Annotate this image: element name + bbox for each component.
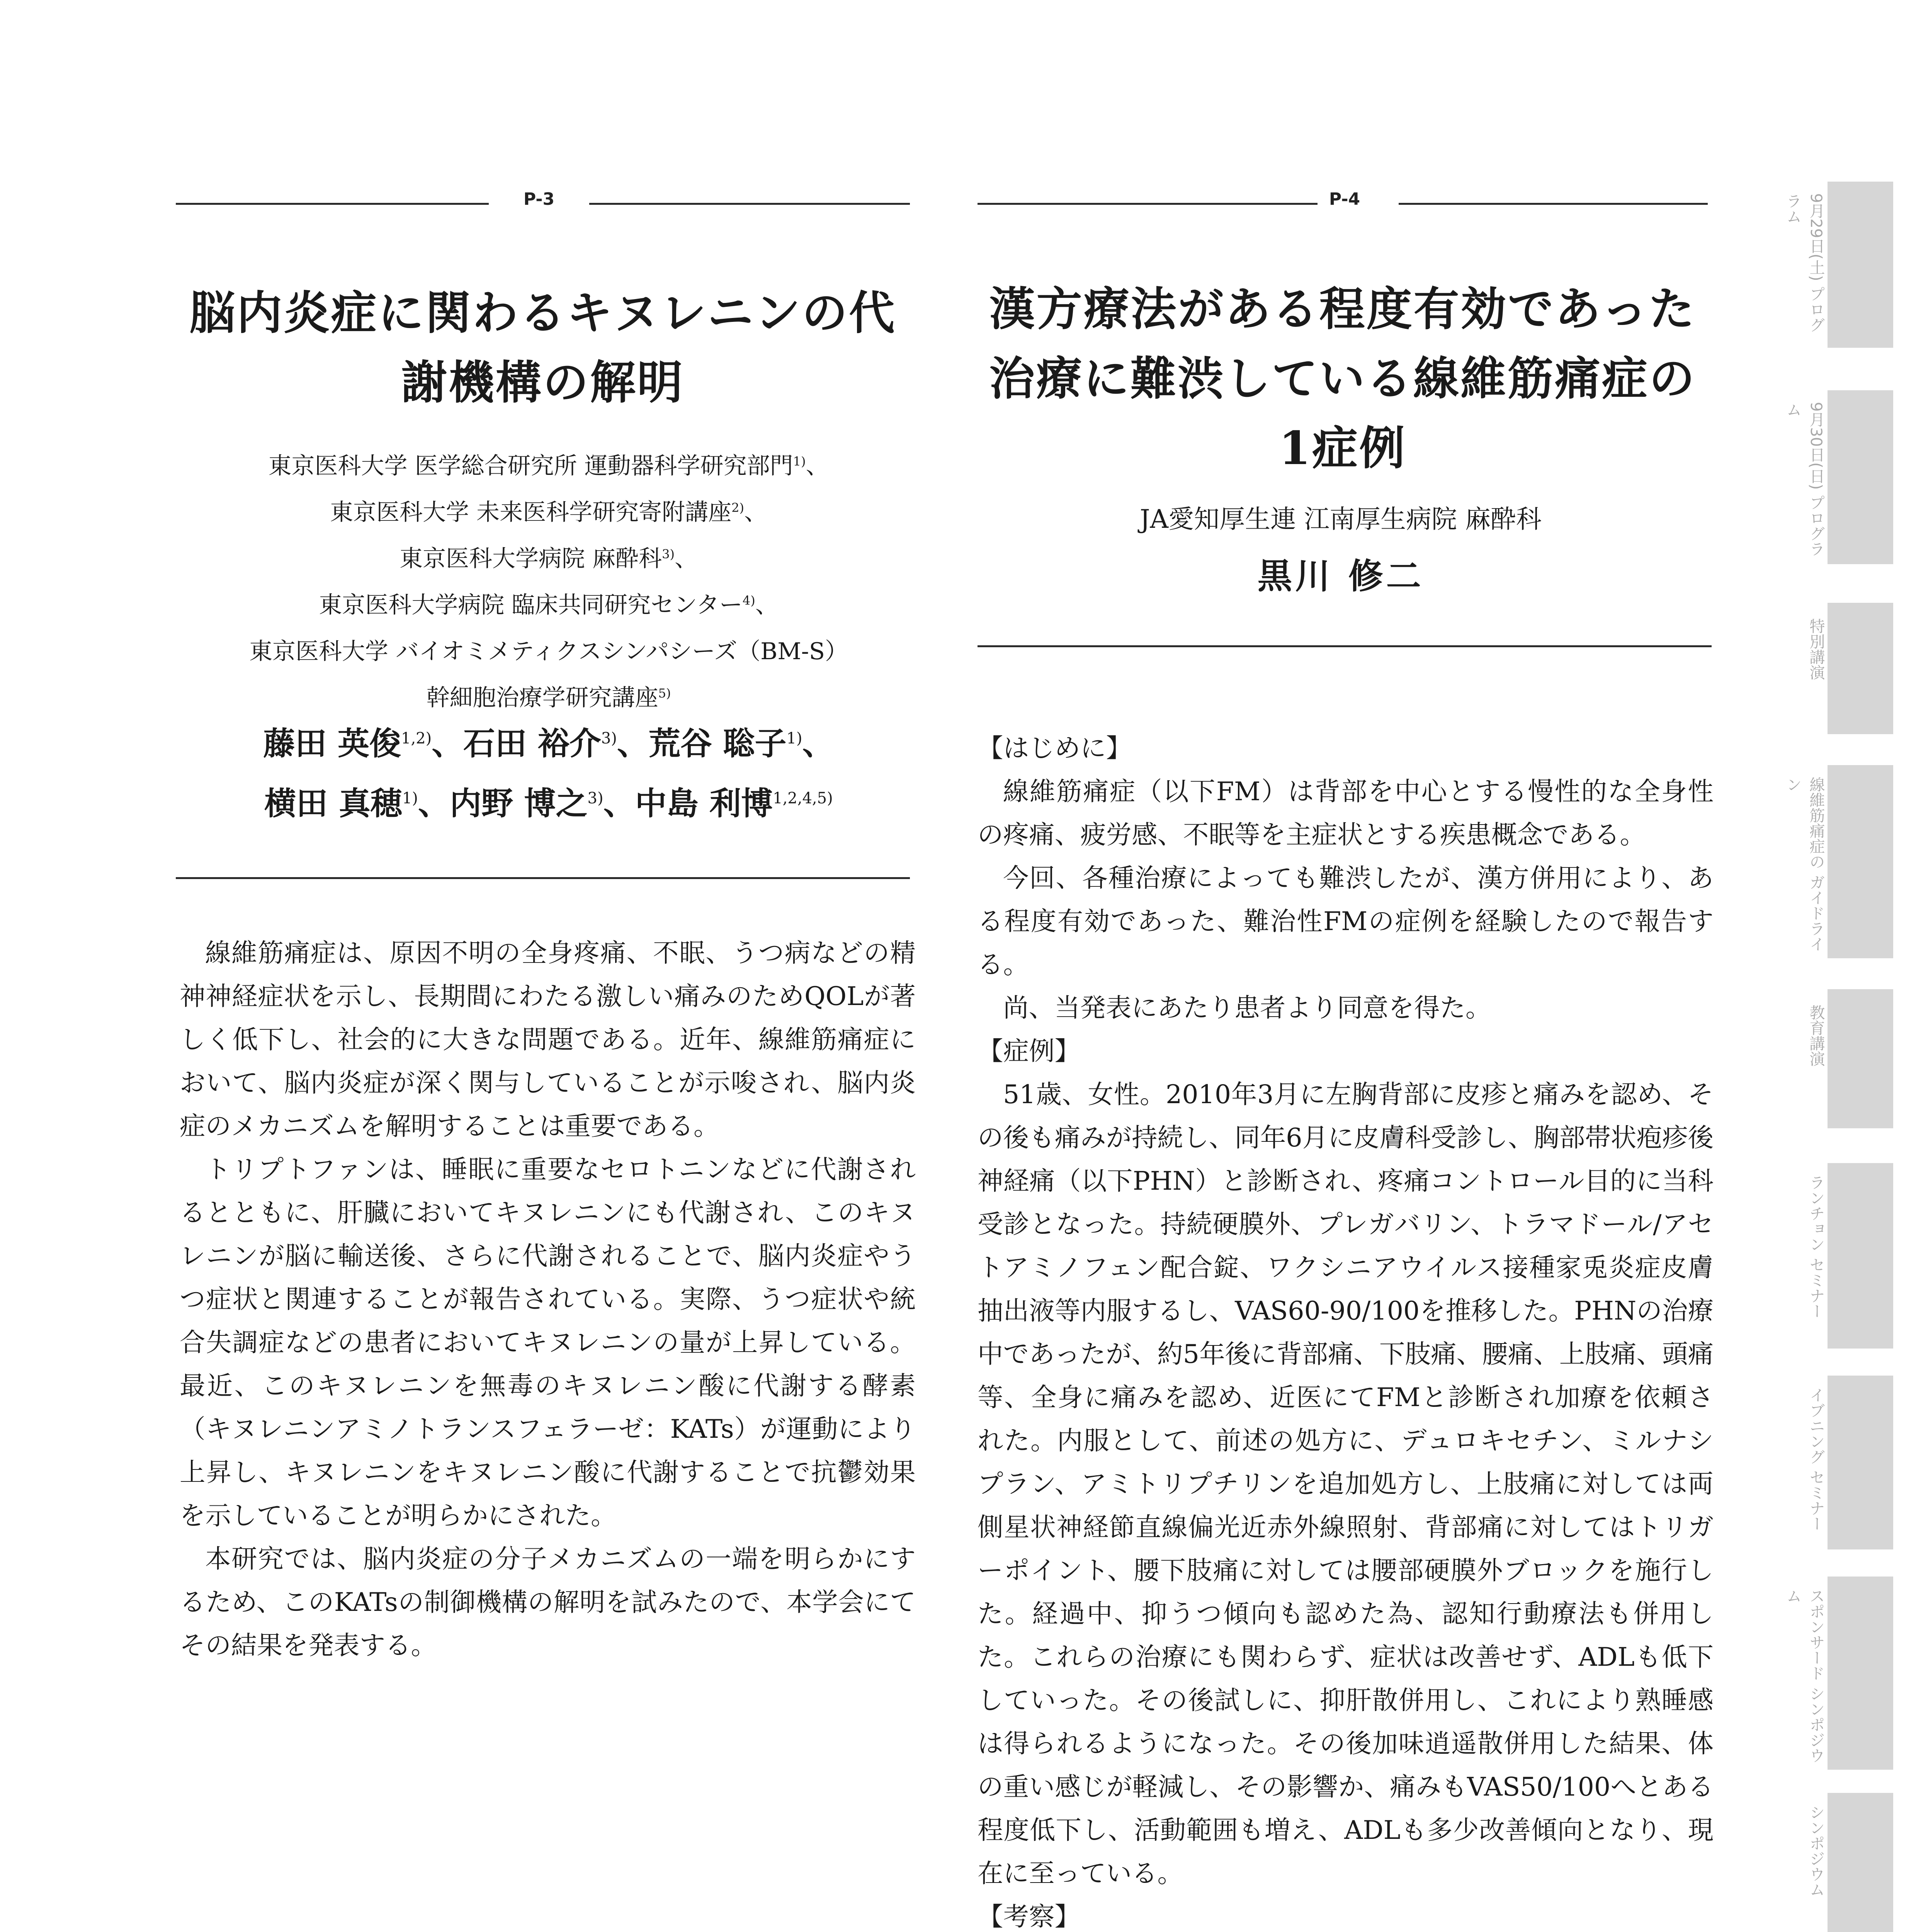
affil-line: 東京医科大学 バイオミメティクスシンパシーズ（BM-S） (249, 638, 848, 665)
header-rule-left-b (589, 203, 910, 205)
section-heading-discussion: 【考察】 (978, 1901, 1080, 1932)
session-id-left: P-3 (523, 189, 555, 209)
side-tab-label-9: シンポジウム (1807, 1804, 1825, 1897)
right-body (978, 726, 1714, 1932)
left-paragraph-2: トリプトファンは、睡眠に重要なセロトニンなどに代謝されるとともに、肝臓においてキヌレニンにも代謝され、このキヌレニンが脳に輸送後、さらに代謝されることで、脳内炎症やうつ症状と関連することが報告されている。実際、うつ症状や統合失調症などの患者においてキヌレニンの量が上昇している。最近、このキヌレニンを無毒のキヌレニン酸に代謝する酵素（キヌレニンアミノトランスフェラーゼ：KATs）が運動により上昇し、キヌレニンをキヌレニン酸に代謝することで抗鬱効果を示していることが明らかにされた。 (180, 1154, 916, 1531)
author-line-1: 藤田 英俊$^{1,2)}$、石田 裕介$^{3)}$、荒谷 聡子$^{1)}$、 (263, 725, 834, 762)
side-tab-9[interactable] (1828, 1793, 1893, 1932)
affil-line: 東京医科大学病院 麻酔科$^{3)}$、 (400, 545, 698, 572)
affil-line: 幹細胞治療学研究講座$^{5)}$ (426, 684, 671, 711)
affil-line: 東京医科大学病院 臨床共同研究センター$^{4)}$、 (319, 592, 779, 619)
affil-line: 東京医科大学 未来医科学研究寄附講座$^{2)}$、 (330, 499, 767, 526)
side-tab-label-7: イブニング セミナー (1807, 1387, 1825, 1531)
side-tab-5[interactable] (1828, 989, 1893, 1128)
left-body (180, 931, 916, 1667)
left-affiliations (166, 440, 931, 719)
left-title-line1: 脳内炎症に関わるキヌレニンの代 (189, 286, 896, 340)
right-affiliation: JA愛知厚生連 江南厚生病院 麻酔科 (1139, 504, 1542, 534)
side-tab-label-2: 9月30日(日) プログラム (1784, 402, 1825, 557)
session-id-right: P-4 (1329, 189, 1360, 209)
header-rule-right-a (978, 203, 1318, 205)
side-tab-label-1: 9月29日(土) プログラム (1784, 193, 1825, 333)
section-heading-intro: 【はじめに】 (978, 733, 1132, 763)
left-author-rule (176, 877, 910, 879)
header-rule-left-a (176, 203, 489, 205)
intro-paragraph-1: 線維筋痛症（以下FM）は背部を中心とする慢性的な全身性の疼痛、疲労感、不眠等を主症状とする疾患概念である。 (978, 776, 1714, 850)
right-author-rule (978, 645, 1712, 647)
right-title-line1: 漢方療法がある程度有効であった (989, 282, 1696, 336)
right-title (954, 274, 1731, 483)
author-line-2: 横田 真穂$^{1)}$、内野 博之$^{3)}$、中島 利博$^{1,2,4,5)}$ (264, 785, 833, 822)
case-paragraph: 51歳、女性。2010年3月に左胸背部に皮疹と痛みを認め、その後も痛みが持続し、同年6月に皮膚科受診し、胸部帯状疱疹後神経痛（以下PHN）と診断され、疼痛コントロール目的に当科受診となった。持続硬膜外、プレガバリン、トラマドール/アセトアミノフェン配合錠、ワクシニアウイルス接種家兎炎症皮膚抽出液等内服するし、VAS60-90/100を推移した。PHNの治療中であったが、約5年後に背部痛、下肢痛、腰痛、上肢痛、頭痛等、全身に痛みを認め、近医にてFMと診断され加療を依頼された。内服として、前述の処方に、デュロキセチン、ミルナシプラン、アミトリプチリンを追加処方し、上肢痛に対しては両側星状神経節直線偏光近赤外線照射、背部痛に対してはトリガーポイント、腰下肢痛に対しては腰部硬膜外ブロックを施行した。経過中、抑うつ傾向も認めた為、認知行動療法も併用した。これらの治療にも関わらず、症状は改善せず、ADLも低下していった。その後試しに、抑肝散併用し、これにより熟睡感は得られるようになった。その後加味逍遥散併用した結果、体の重い感じが軽減し、その影響か、痛みもVAS50/100へとある程度低下し、活動範囲も増え、ADLも多少改善傾向となり、現在に至っている。 (978, 1079, 1714, 1888)
section-heading-case: 【症例】 (978, 1036, 1080, 1066)
intro-paragraph-3: 尚、当発表にあたり患者より同意を得た。 (1003, 993, 1491, 1023)
side-tab-2[interactable] (1828, 390, 1893, 564)
side-tab-1[interactable] (1828, 182, 1893, 348)
right-author: 黒川 修二 (1257, 556, 1424, 597)
left-authors (162, 711, 935, 831)
intro-paragraph-2: 今回、各種治療によっても難渋したが、漢方併用により、ある程度有効であった、難治性FMの症例を経験したので報告する。 (978, 863, 1714, 980)
side-tab-3[interactable] (1828, 603, 1893, 734)
affil-line: 東京医科大学 医学総合研究所 運動器科学研究部門$^{1)}$、 (268, 452, 829, 480)
left-paragraph-1: 線維筋痛症は、原因不明の全身疼痛、不眠、うつ病などの精神神経症状を示し、長期間にわたる激しい痛みのためQOLが著しく低下し、社会的に大きな問題である。近年、線維筋痛症において、脳内炎症が深く関与していることが示唆され、脳内炎症のメカニズムを解明することは重要である。 (180, 938, 916, 1141)
right-title-line3: 1症例 (1278, 421, 1407, 475)
right-title-line2: 治療に難渋している線維筋痛症の (989, 352, 1696, 405)
side-tab-6[interactable] (1828, 1163, 1893, 1349)
left-title (155, 278, 931, 417)
side-tab-7[interactable] (1828, 1376, 1893, 1549)
left-title-line2: 謝機構の解明 (401, 355, 684, 409)
side-tab-4[interactable] (1828, 765, 1893, 958)
left-paragraph-3: 本研究では、脳内炎症の分子メカニズムの一端を明らかにするため、このKATsの制御機構の解明を試みたので、本学会にてその結果を発表する。 (180, 1544, 916, 1660)
side-tab-label-8: スポンサード シンポジウム (1784, 1588, 1825, 1763)
side-tab-label-5: 教育講演 (1807, 1005, 1825, 1066)
header-rule-right-b (1399, 203, 1708, 205)
side-tab-8[interactable] (1828, 1577, 1893, 1770)
side-tab-label-4: 線維筋痛症の ガイドライン (1784, 777, 1825, 952)
side-tab-label-3: 特別講演 (1807, 618, 1825, 680)
side-tab-label-6: ランチョン セミナー (1807, 1175, 1825, 1319)
